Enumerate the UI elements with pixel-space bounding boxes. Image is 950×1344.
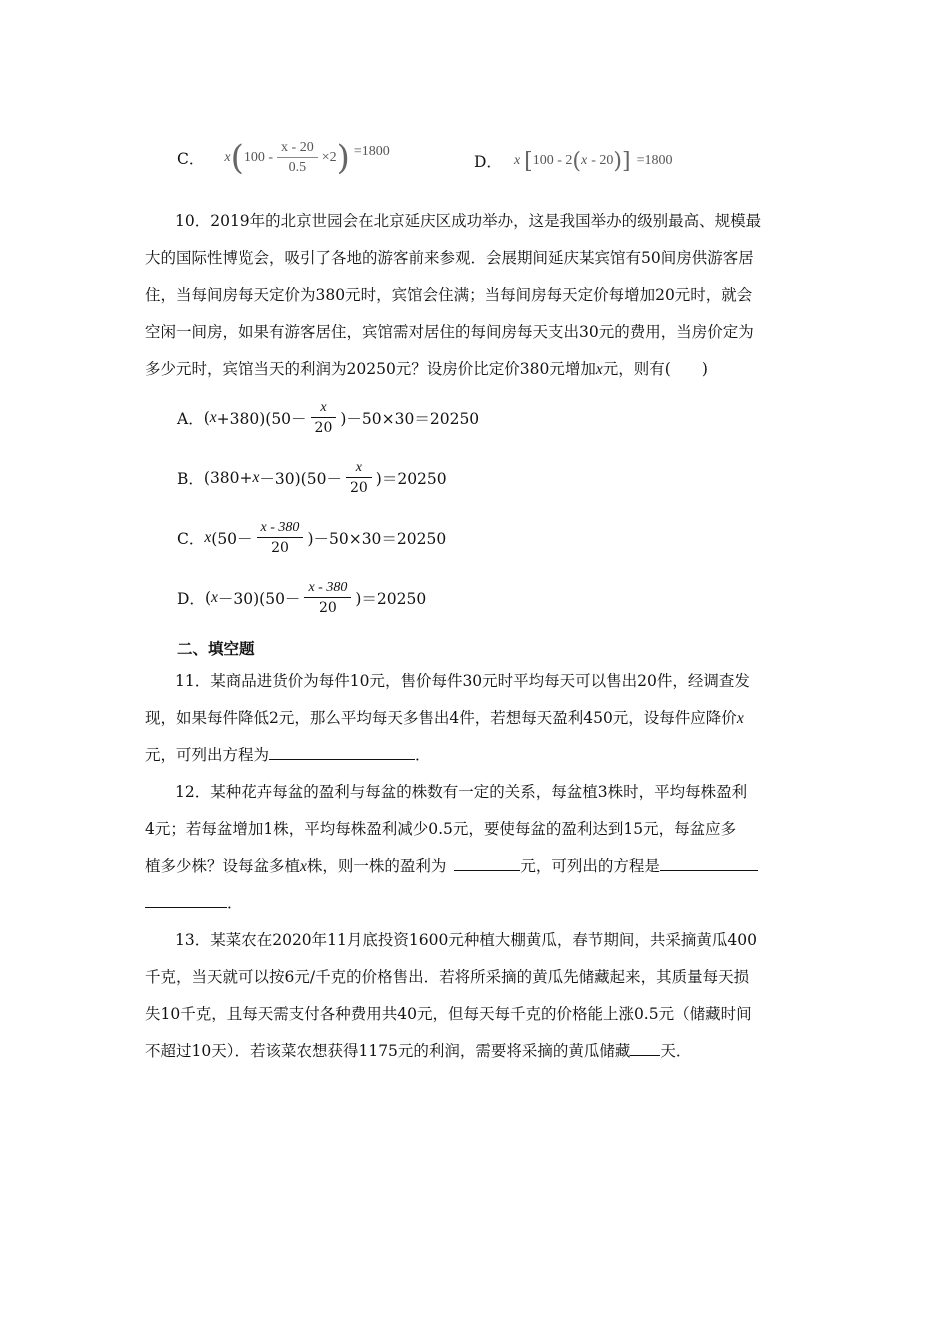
q11-line-text: 元，可列出方程为 (145, 746, 270, 764)
q10-line: 住，当每间房每天定价为380元时，宾馆会住满；当每间房每天定价每增加20元时，就会 (145, 286, 753, 304)
q10-option-a (177, 398, 479, 438)
q9-c-rhs: =1800 (353, 144, 390, 159)
q11-line (145, 737, 805, 774)
q10-option-d (177, 578, 426, 618)
q9-option-d-label: D． (474, 153, 502, 171)
q9-c-fraction (277, 139, 318, 178)
q11-var-x: x (736, 710, 744, 727)
q9-c-paren-open: ( (230, 138, 244, 178)
q10-b-denominator: 20 (349, 479, 368, 496)
q12-equation-blank[interactable] (660, 854, 758, 871)
q10-d-numerator: x - 380 (308, 579, 348, 595)
q13-line (145, 1033, 805, 1070)
q9-option-c (177, 138, 390, 178)
q10-a-numerator: x (320, 399, 327, 415)
q12-line-text: 植多少株？设每盆多植 (145, 857, 301, 875)
question-11 (145, 663, 805, 774)
q13-answer-blank[interactable] (630, 1039, 660, 1056)
q10-a-text: )－50×30＝20250 (340, 410, 480, 428)
q12-line (145, 885, 805, 922)
q10-d-denominator: 20 (318, 599, 337, 616)
q10-a-denominator: 20 (314, 419, 333, 436)
q10-b-x: x (252, 469, 260, 486)
q10-line (145, 203, 805, 240)
q9-c-x: x (224, 150, 231, 165)
q9-option-c-label: C． (177, 150, 205, 168)
q10-c-numerator: x - 380 (260, 519, 300, 535)
question-13 (145, 922, 805, 1070)
q13-line: 失10千克，且每天需支付各种费用共40元，但每天每千克的价格能上涨0.5元（储藏时间 (145, 1005, 752, 1023)
q11-line (145, 663, 805, 700)
question-12 (145, 774, 805, 922)
q10-option-a-label: A． (177, 410, 204, 428)
q10-a-text: +380)(50－ (216, 410, 307, 428)
q12-line-text: 12．某种花卉每盆的盈利与每盆的株数有一定的关系，每盆植3株时，平均每株盈利 (175, 783, 748, 801)
q10-line: 大的国际性博览会，吸引了各地的游客前来参观．会展期间延庆某宾馆有50间房供游客居 (145, 249, 754, 267)
q12-line (145, 848, 805, 885)
q10-line-text: 多少元时，宾馆当天的利润为20250元？设房价比定价380元增加 (145, 360, 596, 378)
q10-d-fraction (304, 579, 351, 618)
q10-line-text: 元，则有( ) (602, 360, 708, 378)
q10-line-text: 10．2019年的北京世园会在北京延庆区成功举办，这是我国举办的级别最高、规模最 (175, 212, 762, 230)
question-10 (145, 203, 805, 388)
q10-c-x: x (204, 529, 212, 546)
q13-line-text: 13．某菜农在2020年11月底投资1600元种植大棚黄瓜，春节期间，共采摘黄瓜400 (175, 931, 757, 949)
q11-line-text: ． (415, 746, 431, 764)
q9-c-numerator: x - 20 (281, 139, 314, 155)
q9-d-paren-open: ( (572, 148, 582, 174)
q9-d-paren-close: ) (613, 148, 622, 174)
q11-line-text: 11．某商品进货价为每件10元，售价每件30元时平均每天可以售出20件，经调查发 (175, 672, 750, 690)
q11-line-text: 现，如果每件降低2元，那么平均每天多售出4件，若想每天盈利450元，设每件应降价 (145, 709, 737, 727)
q9-d-x2: x (581, 153, 588, 168)
q10-c-fraction (257, 519, 304, 558)
q10-line: 空闲一间房，如果有游客居住，宾馆需对居住的每间房每天支出30元的费用，当房价定为 (145, 323, 754, 341)
q12-line-text: 元，可列出的方程是 (520, 857, 660, 875)
q12-var-x: x (300, 858, 307, 875)
q9-option-d (474, 141, 673, 181)
q12-line-text: ． (227, 894, 243, 912)
q9-c-paren-close: ) (336, 138, 350, 178)
q9-c-times: ×2 (321, 150, 337, 165)
q10-option-b (177, 458, 447, 498)
q10-line (145, 351, 805, 388)
q10-c-text: (50－ (211, 530, 253, 548)
q10-d-text: －30)(50－ (217, 590, 301, 608)
q9-d-rhs: =1800 (636, 153, 673, 168)
q10-c-denominator: 20 (271, 539, 289, 556)
q9-d-x: x (513, 153, 521, 168)
q10-d-x: x (211, 589, 218, 606)
q12-line-text: 株，则一株的盈利为 (306, 857, 447, 875)
q12-profit-blank[interactable] (454, 854, 520, 871)
q11-line (145, 700, 805, 737)
section-heading-fill-in: 二、填空题 (177, 639, 255, 658)
q10-option-d-label: D． (177, 590, 205, 608)
q10-option-c-label: C． (177, 530, 205, 548)
q13-line-text: 不超过10天）．若该菜农想获得1175元的利润，需要将采摘的黄瓜储藏 (145, 1042, 631, 1060)
q9-d-minus: - 20 (591, 153, 614, 168)
q10-b-numerator: x (355, 459, 362, 475)
q10-d-text: )＝20250 (355, 590, 427, 608)
q10-a-fraction (311, 399, 337, 438)
q10-b-text: (380+ (203, 469, 253, 487)
q10-option-b-label: B． (177, 470, 204, 488)
q9-d-bracket-close: ] (622, 148, 631, 174)
q12-line (145, 774, 805, 811)
q10-b-text: )＝20250 (375, 470, 447, 488)
q10-var-x: x (595, 361, 603, 378)
q9-d-inner: 100 - 2 (532, 153, 573, 168)
q9-c-100: 100 - (243, 150, 274, 165)
q9-d-bracket-open: [ (524, 148, 533, 174)
q10-b-text: －30)(50－ (259, 470, 342, 488)
q9-c-denominator: 0.5 (288, 159, 307, 175)
q13-line (145, 922, 805, 959)
q13-line-text: 天． (660, 1042, 692, 1060)
q10-a-text: ( (203, 409, 210, 427)
q12-line: 4元；若每盆增加1株，平均每株盈利减少0.5元，要使每盆的盈利达到15元，每盆应多 (145, 820, 737, 838)
q12-equation-blank-cont[interactable] (145, 891, 227, 908)
q10-d-text: ( (204, 589, 211, 607)
q10-c-text: )－50×30＝20250 (307, 530, 447, 548)
q13-line: 千克，当天就可以按6元/千克的价格售出．若将所采摘的黄瓜先储藏起来，其质量每天损 (145, 968, 750, 986)
q10-a-x: x (209, 409, 217, 426)
q10-b-fraction (346, 459, 372, 498)
q10-option-c (177, 518, 446, 558)
q11-answer-blank[interactable] (269, 743, 415, 760)
